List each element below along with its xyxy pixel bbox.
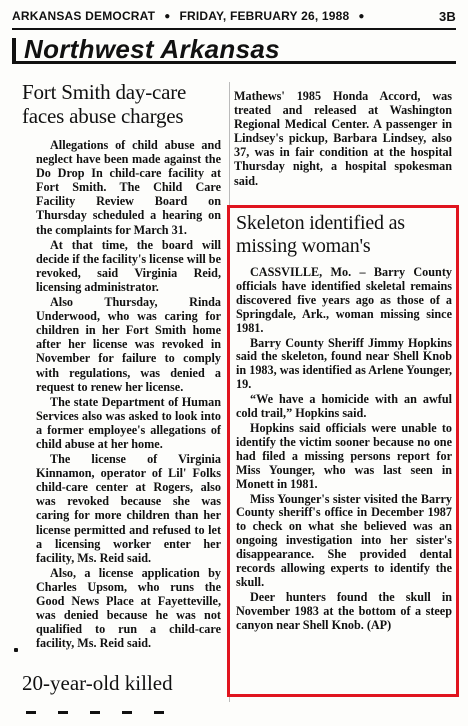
margin-dot — [14, 648, 18, 652]
story-paragraph: Hopkins said officials were unable to identify the victim sooner because no one had filed a missing persons report for Miss Younger, who was last seen in Monett in 1981. — [236, 420, 452, 491]
next-story-headline: 20-year-old killed — [22, 671, 173, 695]
story-paragraph: CASSVILLE, Mo. – Barry County officials have identified skeletal remains discovered five years ago as those of a Springdale, Ark., woman missing since 1981. — [236, 265, 452, 335]
story-paragraph: Miss Younger's sister visited the Barry County sheriff's office in December 1987 to check on what she believed was an ongoing investigation into her sister's disappearance. She provided dental records allowing experts to identify the skull. — [236, 491, 452, 589]
story-headline: Skeleton identified as missing woman's — [236, 212, 405, 257]
section-notch — [12, 38, 16, 62]
story-paragraph: The state Department of Human Services also was asked to look into a former employee's allegations of child abuse at her home. — [36, 394, 221, 451]
story-paragraph: Barry County Sheriff Jimmy Hopkins said the skeleton, found near Shell Knob in 1983, was identified as Arlene Younger, 19. — [236, 335, 452, 392]
masthead — [12, 7, 456, 25]
story-paragraph: Deer hunters found the skull in November 1983 at the bottom of a steep canyon near Shell Knob. (AP) — [236, 589, 452, 632]
bullet-separator-icon: ● — [164, 10, 171, 22]
section-title: Northwest Arkansas — [24, 34, 280, 64]
page-number: 3B — [438, 8, 456, 24]
story-day-care — [22, 80, 225, 651]
story-headline: Fort Smith day-care faces abuse charges — [22, 80, 187, 128]
clipped-text-line — [26, 701, 206, 705]
issue-date: FRIDAY, FEBRUARY 26, 1988 — [179, 9, 350, 23]
story-paragraph: The license of Virginia Kinnamon, operator of Lil' Folks child-care center at Rogers, also was revoked because she was caring for more children than her license permitted and refused to let a licensing worker enter her facility, Ms. Reid said. — [36, 452, 221, 565]
story-paragraph: Allegations of child abuse and neglect have been made against the Do Drop In child-care facility at Fort Smith. The Child Care Facility Review Board on Thursday scheduled a hearing on the complaints for March 31. — [36, 138, 221, 237]
story-paragraph: Also Thursday, Rinda Underwood, who was caring for children in her Fort Smith home after her license was revoked in November for failure to comply with regulations, was denied a request to renew her license. — [36, 295, 221, 394]
paper-name: ARKANSAS DEMOCRAT — [12, 9, 156, 23]
story-paragraph: Also, a license application by Charles Upsom, who runs the Good News Place at Fayetteville, was denied because he was not qualified to run a child-care facility, Ms. Reid said. — [36, 565, 221, 651]
story-carryover: Mathews' 1985 Honda Accord, was treated and released at Washington Regional Medical Center. A passenger in Lindsey's pickup, Barbara Lindsey, also 37, was in fair condition at the hospital Thursday night, a hospital spokesman said. — [234, 89, 452, 188]
story-paragraph: “We have a homicide with an awful cold trail,” Hopkins said. — [236, 392, 452, 421]
story-paragraph: At that time, the board will decide if the facility's license will be revoked, said Virginia Reid, licensing administrator. — [36, 237, 221, 294]
story-skeleton — [236, 212, 452, 634]
section-header — [12, 34, 456, 64]
story-body — [22, 138, 225, 650]
bullet-separator-icon: ● — [358, 10, 365, 22]
masthead-rule — [12, 28, 456, 30]
